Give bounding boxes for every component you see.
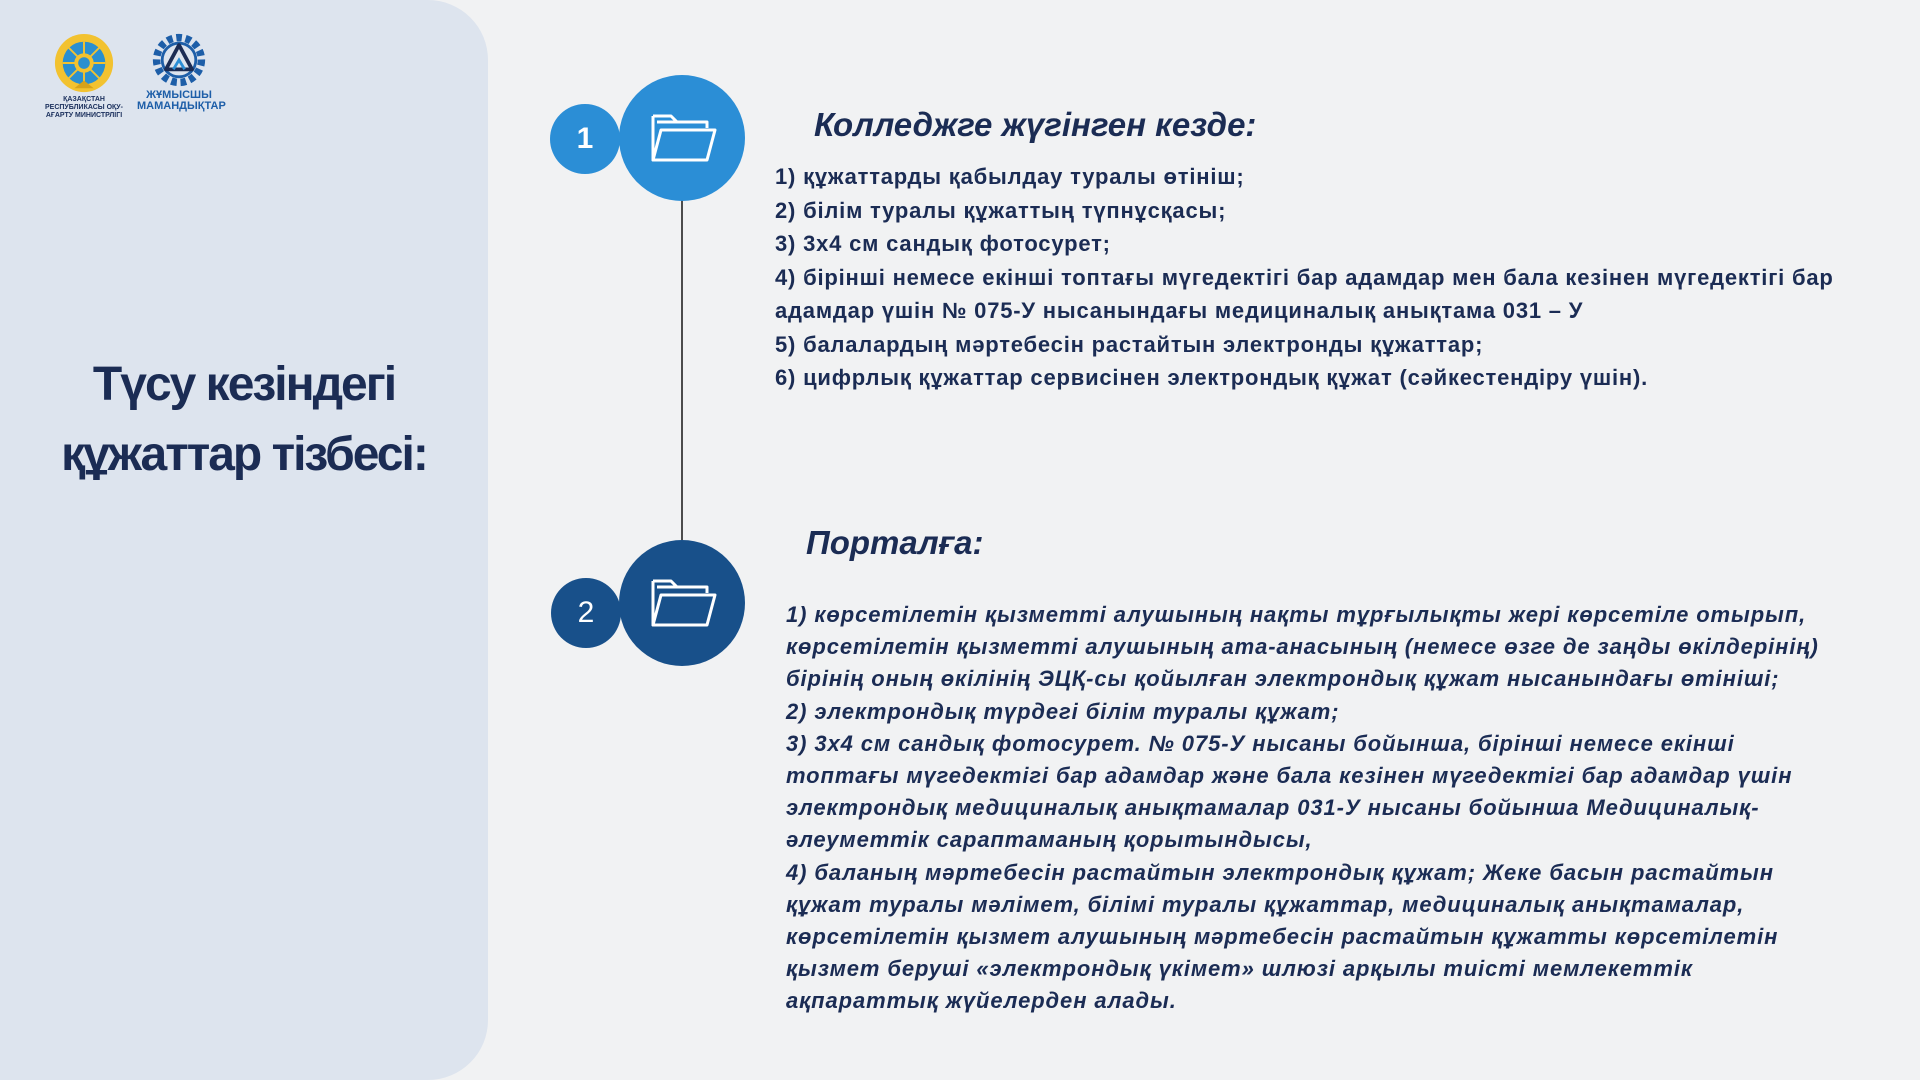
- list-item: 4) баланың мәртебесін растайтын электрондық құжат; Жеке басын растайтын құжат туралы мәлімет, білімі туралы құжаттар, медициналық анықтамалар, көрсетілетін қызмет алушының мәртебесін растайтын құжатты көрсетілетін қызмет беруші «электрондық үкімет» шлюзі арқылы тиісті мемлекеттік ақпараттық жүйелерден алады.: [786, 859, 1779, 1014]
- step-2-number: 2: [551, 578, 621, 648]
- list-item: 1) көрсетілетін қызметті алушының нақты тұрғылықты жері көрсетіле отырып, көрсетілетін қызметті алушының ата-анасының (немесе өзге де заңды өкілдерінің) бірінің оның өкілінің ЭЦҚ-сы қойылған электрондық құжат нысанындағы өтініші;: [786, 602, 1819, 692]
- step-2-list: [786, 599, 1846, 1018]
- skills-caption: ЖҰМЫСШЫ МАМАНДЫҚТАР: [137, 89, 226, 112]
- step-2-heading: Порталға:: [806, 524, 984, 561]
- skills-logo: [137, 32, 226, 112]
- ministry-logo: [45, 32, 123, 120]
- step-1-number: 1: [550, 104, 620, 174]
- gear-logo-icon: [149, 32, 209, 88]
- list-item: 2) білім туралы құжаттың түпнұсқасы;: [775, 197, 1227, 223]
- logos: [45, 32, 226, 120]
- list-item: 2) электрондық түрдегі білім туралы құжат;: [786, 698, 1340, 724]
- list-item: 5) балалардың мәртебесін растайтын электронды құжаттар;: [775, 331, 1484, 357]
- list-item: 3) 3х4 см сандық фотосурет;: [775, 231, 1111, 256]
- left-panel: [0, 0, 488, 1080]
- list-item: 6) цифрлық құжаттар сервисінен электрондық құжат (сәйкестендіру үшін).: [775, 365, 1649, 390]
- list-item: 1) құжаттарды қабылдау туралы өтініш;: [775, 164, 1245, 189]
- step-1-heading: Колледжге жүгінген кезде:: [814, 106, 1257, 143]
- step-2-icon-circle: [619, 540, 745, 666]
- panel-title-line-1: Түсу кезіндегі: [92, 358, 396, 411]
- step-1-icon-circle: [619, 75, 745, 201]
- step-1-list: [775, 160, 1895, 395]
- folder-icon: [647, 573, 717, 633]
- kazakhstan-emblem-icon: [53, 32, 115, 94]
- timeline-connector: [681, 200, 683, 540]
- ministry-caption: ҚАЗАҚСТАН РЕСПУБЛИКАСЫ ОҚУ-АҒАРТУ МИНИСТРЛІГІ: [45, 96, 123, 119]
- list-item: 3) 3х4 см сандық фотосурет. № 075-У нысаны бойынша, бірінші немесе екінші топтағы мүгедектігі бар адамдар және бала кезінен мүгедектігі бар адамдар үшін электрондық медициналық анықтамалар 031-У нысаны бойынша Медициналық-әлеуметтік сараптаманың қорытындысы,: [786, 730, 1793, 853]
- list-item: 4) бірінші немесе екінші топтағы мүгедектігі бар адамдар мен бала кезінен мүгедектігі бар адамдар үшін № 075-У нысанындағы медициналық анықтама 031 – У: [775, 264, 1834, 323]
- folder-icon: [647, 108, 717, 168]
- panel-title: [0, 350, 488, 490]
- panel-title-line-2: құжаттар тізбесі:: [61, 428, 427, 481]
